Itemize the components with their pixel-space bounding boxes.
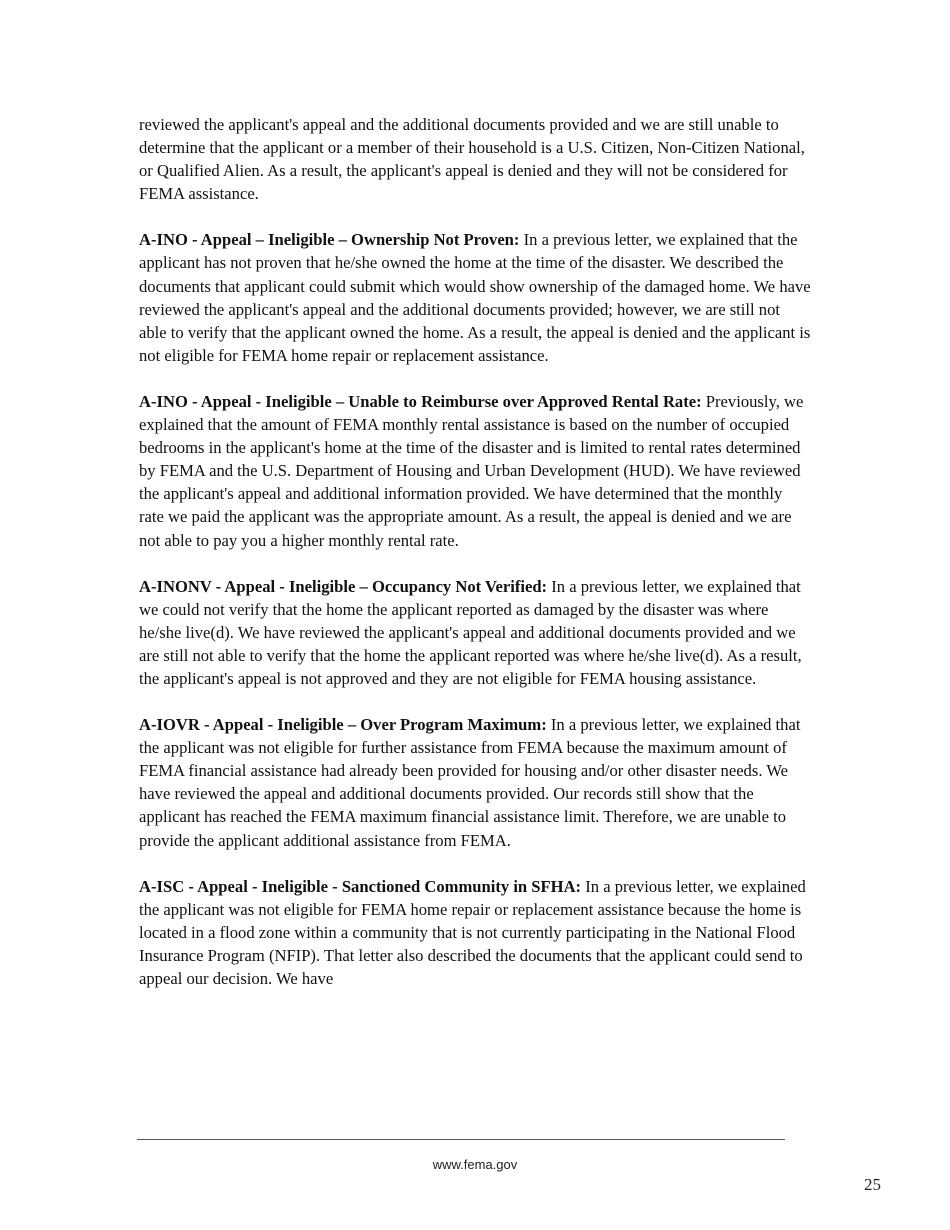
paragraph-text: Previously, we explained that the amount of FEMA monthly rental assistance is based on the number of occupied bedrooms in the applicant's home at the time of the disaster and is limited to rental rates determined by FEMA and the U.S. Department of Housing and Urban Development (HUD). We have reviewed the applicant's appeal and additional information provided. We have determined that the monthly rate we paid the applicant was the appropriate amount. As a result, the appeal is denied and we are not able to pay you a higher monthly rental rate. xyxy=(139,391,804,550)
paragraph-text: In a previous letter, we explained that the applicant was not eligible for further assistance from FEMA because the maximum amount of FEMA financial assistance had already been provided for housing and/or other disaster needs. We have reviewed the appeal and additional documents provided. Our records still show that the applicant has reached the FEMA maximum financial assistance limit. Therefore, we are unable to provide the applicant additional assistance from FEMA. xyxy=(139,715,801,850)
paragraph-text: In a previous letter, we explained the applicant was not eligible for FEMA home repair or replacement assistance because the home is located in a flood zone within a community that is not currently participating in the National Flood Insurance Program (NFIP). That letter also described the documents that the applicant could send to appeal our decision. We have xyxy=(139,876,806,988)
paragraph-heading: A-INO - Appeal – Ineligible – Ownership Not Proven: xyxy=(139,230,520,250)
paragraph-a-iovr-maximum xyxy=(139,713,811,852)
paragraph-heading: A-INONV - Appeal - Ineligible – Occupancy Not Verified: xyxy=(139,576,548,596)
paragraph-heading: A-IOVR - Appeal - Ineligible – Over Program Maximum: xyxy=(139,715,547,735)
paragraph-text: In a previous letter, we explained that we could not verify that the home the applicant reported as damaged by the disaster was where he/she live(d). We have reviewed the applicant's appeal and additional documents provided and we are still not able to verify that the home the applicant reported was where he/she live(d). As a result, the applicant's appeal is not approved and they are not eligible for FEMA housing assistance. xyxy=(139,576,802,688)
paragraph-a-ino-ownership xyxy=(139,228,811,367)
paragraph-heading: A-INO - Appeal - Ineligible – Unable to Reimburse over Approved Rental Rate: xyxy=(139,391,702,411)
paragraph-text: reviewed the applicant's appeal and the additional documents provided and we are still unable to determine that the applicant or a member of their household is a U.S. Citizen, Non-Citizen National, or Qualified Alien. As a result, the applicant's appeal is denied and they will not be considered for FEMA assistance. xyxy=(139,115,805,204)
paragraph-a-ino-rental-rate xyxy=(139,390,811,552)
paragraph-a-inonv-occupancy xyxy=(139,575,811,690)
footer-url[interactable]: www.fema.gov xyxy=(432,1157,518,1172)
paragraph-a-isc-sanctioned xyxy=(139,875,811,990)
paragraph-heading: A-ISC - Appeal - Ineligible - Sanctioned Community in SFHA: xyxy=(139,876,582,896)
paragraph-text: In a previous letter, we explained that the applicant has not proven that he/she owned the home at the time of the disaster. We described the documents that applicant could submit which would show ownership of the damaged home. We have reviewed the applicant's appeal and the additional documents provided; however, we are still not able to verify that the applicant owned the home. As a result, the appeal is denied and the applicant is not eligible for FEMA home repair or replacement assistance. xyxy=(139,230,811,365)
page-number: 25 xyxy=(864,1175,881,1194)
document-body xyxy=(139,113,811,1013)
footer-divider xyxy=(137,1139,785,1140)
paragraph-continuation xyxy=(139,113,811,205)
